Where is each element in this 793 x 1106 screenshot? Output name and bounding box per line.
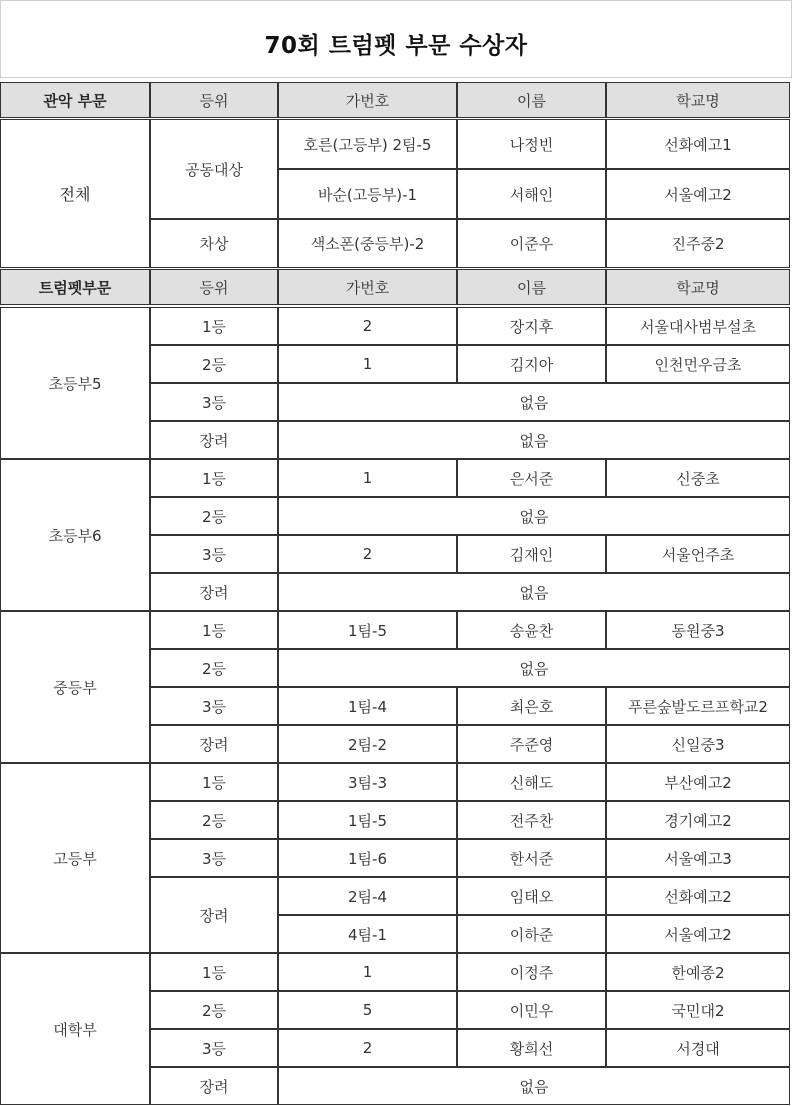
rank-cell: 장려 [150,877,278,953]
rank-cell: 장려 [150,1067,278,1105]
school-cell: 서울예고2 [606,169,790,219]
number-cell: 1 [278,953,457,991]
page-title: 70회 트럼펫 부문 수상자 [264,33,528,59]
name-cell: 이민우 [457,991,606,1029]
number-cell: 1팀-5 [278,801,457,839]
division-cell: 초등부6 [0,459,150,611]
no-winner-cell: 없음 [278,421,790,459]
rank-cell: 공동대상 [150,119,278,219]
number-cell: 1팀-4 [278,687,457,725]
name-cell: 이하준 [457,915,606,953]
name-cell: 황희선 [457,1029,606,1067]
section-header-row [0,269,790,305]
no-winner-cell: 없음 [278,1067,790,1105]
table-row [0,459,790,497]
no-winner-cell: 없음 [278,573,790,611]
name-cell: 장지후 [457,307,606,345]
number-cell: 호른(고등부) 2팀-5 [278,119,457,169]
rank-cell: 1등 [150,611,278,649]
rank-cell: 2등 [150,801,278,839]
rank-cell: 2등 [150,991,278,1029]
section-header-label: 트럼펫부문 [0,269,150,305]
name-cell: 이정주 [457,953,606,991]
rank-cell: 1등 [150,459,278,497]
number-cell: 1팀-5 [278,611,457,649]
division-cell: 전체 [0,119,150,268]
name-cell: 김지아 [457,345,606,383]
number-cell: 바순(고등부)-1 [278,169,457,219]
school-cell: 부산예고2 [606,763,790,801]
school-cell: 서울언주초 [606,535,790,573]
name-cell: 임태오 [457,877,606,915]
school-cell: 진주중2 [606,219,790,268]
division-cell: 고등부 [0,763,150,953]
school-cell: 신일중3 [606,725,790,763]
rank-cell: 차상 [150,219,278,268]
name-cell: 나정빈 [457,119,606,169]
rank-cell: 장려 [150,573,278,611]
name-cell: 이준우 [457,219,606,268]
rank-cell: 장려 [150,421,278,459]
division-table-high [0,763,790,953]
number-cell: 2 [278,535,457,573]
division-table-middle [0,611,790,763]
school-cell: 신중초 [606,459,790,497]
school-cell: 동원중3 [606,611,790,649]
school-cell: 선화예고2 [606,877,790,915]
section-header-label: 관악 부문 [0,82,150,118]
table-row [0,763,790,801]
division-cell: 대학부 [0,953,150,1105]
school-cell: 서경대 [606,1029,790,1067]
rank-cell: 2등 [150,649,278,687]
name-cell: 서해인 [457,169,606,219]
rank-cell: 3등 [150,535,278,573]
number-cell: 1 [278,459,457,497]
school-cell: 경기예고2 [606,801,790,839]
column-header-name: 이름 [457,269,606,305]
column-header-rank: 등위 [150,269,278,305]
rank-cell: 1등 [150,763,278,801]
number-cell: 4팀-1 [278,915,457,953]
school-cell: 국민대2 [606,991,790,1029]
division-cell: 초등부5 [0,307,150,459]
school-cell: 서울대사범부설초 [606,307,790,345]
rank-cell: 1등 [150,307,278,345]
division-cell: 중등부 [0,611,150,763]
rank-cell: 2등 [150,345,278,383]
rank-cell: 2등 [150,497,278,535]
rank-cell: 3등 [150,1029,278,1067]
name-cell: 신해도 [457,763,606,801]
name-cell: 한서준 [457,839,606,877]
no-winner-cell: 없음 [278,497,790,535]
number-cell: 색소폰(중등부)-2 [278,219,457,268]
division-table-university [0,953,790,1105]
school-cell: 푸른숲발도르프학교2 [606,687,790,725]
table-row [0,953,790,991]
school-cell: 선화예고1 [606,119,790,169]
division-table-elementary5 [0,307,790,459]
wind-section-table [0,82,790,118]
no-winner-cell: 없음 [278,383,790,421]
column-header-rank: 등위 [150,82,278,118]
school-cell: 서울예고2 [606,915,790,953]
rank-cell: 3등 [150,687,278,725]
school-cell: 인천먼우금초 [606,345,790,383]
division-table-elementary6 [0,459,790,611]
trumpet-section-table [0,269,790,305]
wind-results-table [0,119,790,268]
school-cell: 서울예고3 [606,839,790,877]
name-cell: 김재인 [457,535,606,573]
column-header-school: 학교명 [606,82,790,118]
school-cell: 한예종2 [606,953,790,991]
number-cell: 1 [278,345,457,383]
rank-cell: 3등 [150,839,278,877]
table-row [0,119,790,169]
name-cell: 최은호 [457,687,606,725]
number-cell: 3팀-3 [278,763,457,801]
number-cell: 2 [278,307,457,345]
number-cell: 2팀-4 [278,877,457,915]
number-cell: 2팀-2 [278,725,457,763]
name-cell: 전주찬 [457,801,606,839]
number-cell: 2 [278,1029,457,1067]
name-cell: 은서준 [457,459,606,497]
rank-cell: 1등 [150,953,278,991]
column-header-number: 가번호 [278,269,457,305]
column-header-school: 학교명 [606,269,790,305]
no-winner-cell: 없음 [278,649,790,687]
number-cell: 1팀-6 [278,839,457,877]
table-row [0,611,790,649]
section-header-row [0,82,790,118]
name-cell: 송윤찬 [457,611,606,649]
rank-cell: 장려 [150,725,278,763]
title-box [0,0,792,78]
number-cell: 5 [278,991,457,1029]
rank-cell: 3등 [150,383,278,421]
column-header-number: 가번호 [278,82,457,118]
name-cell: 주준영 [457,725,606,763]
column-header-name: 이름 [457,82,606,118]
table-row [0,307,790,345]
